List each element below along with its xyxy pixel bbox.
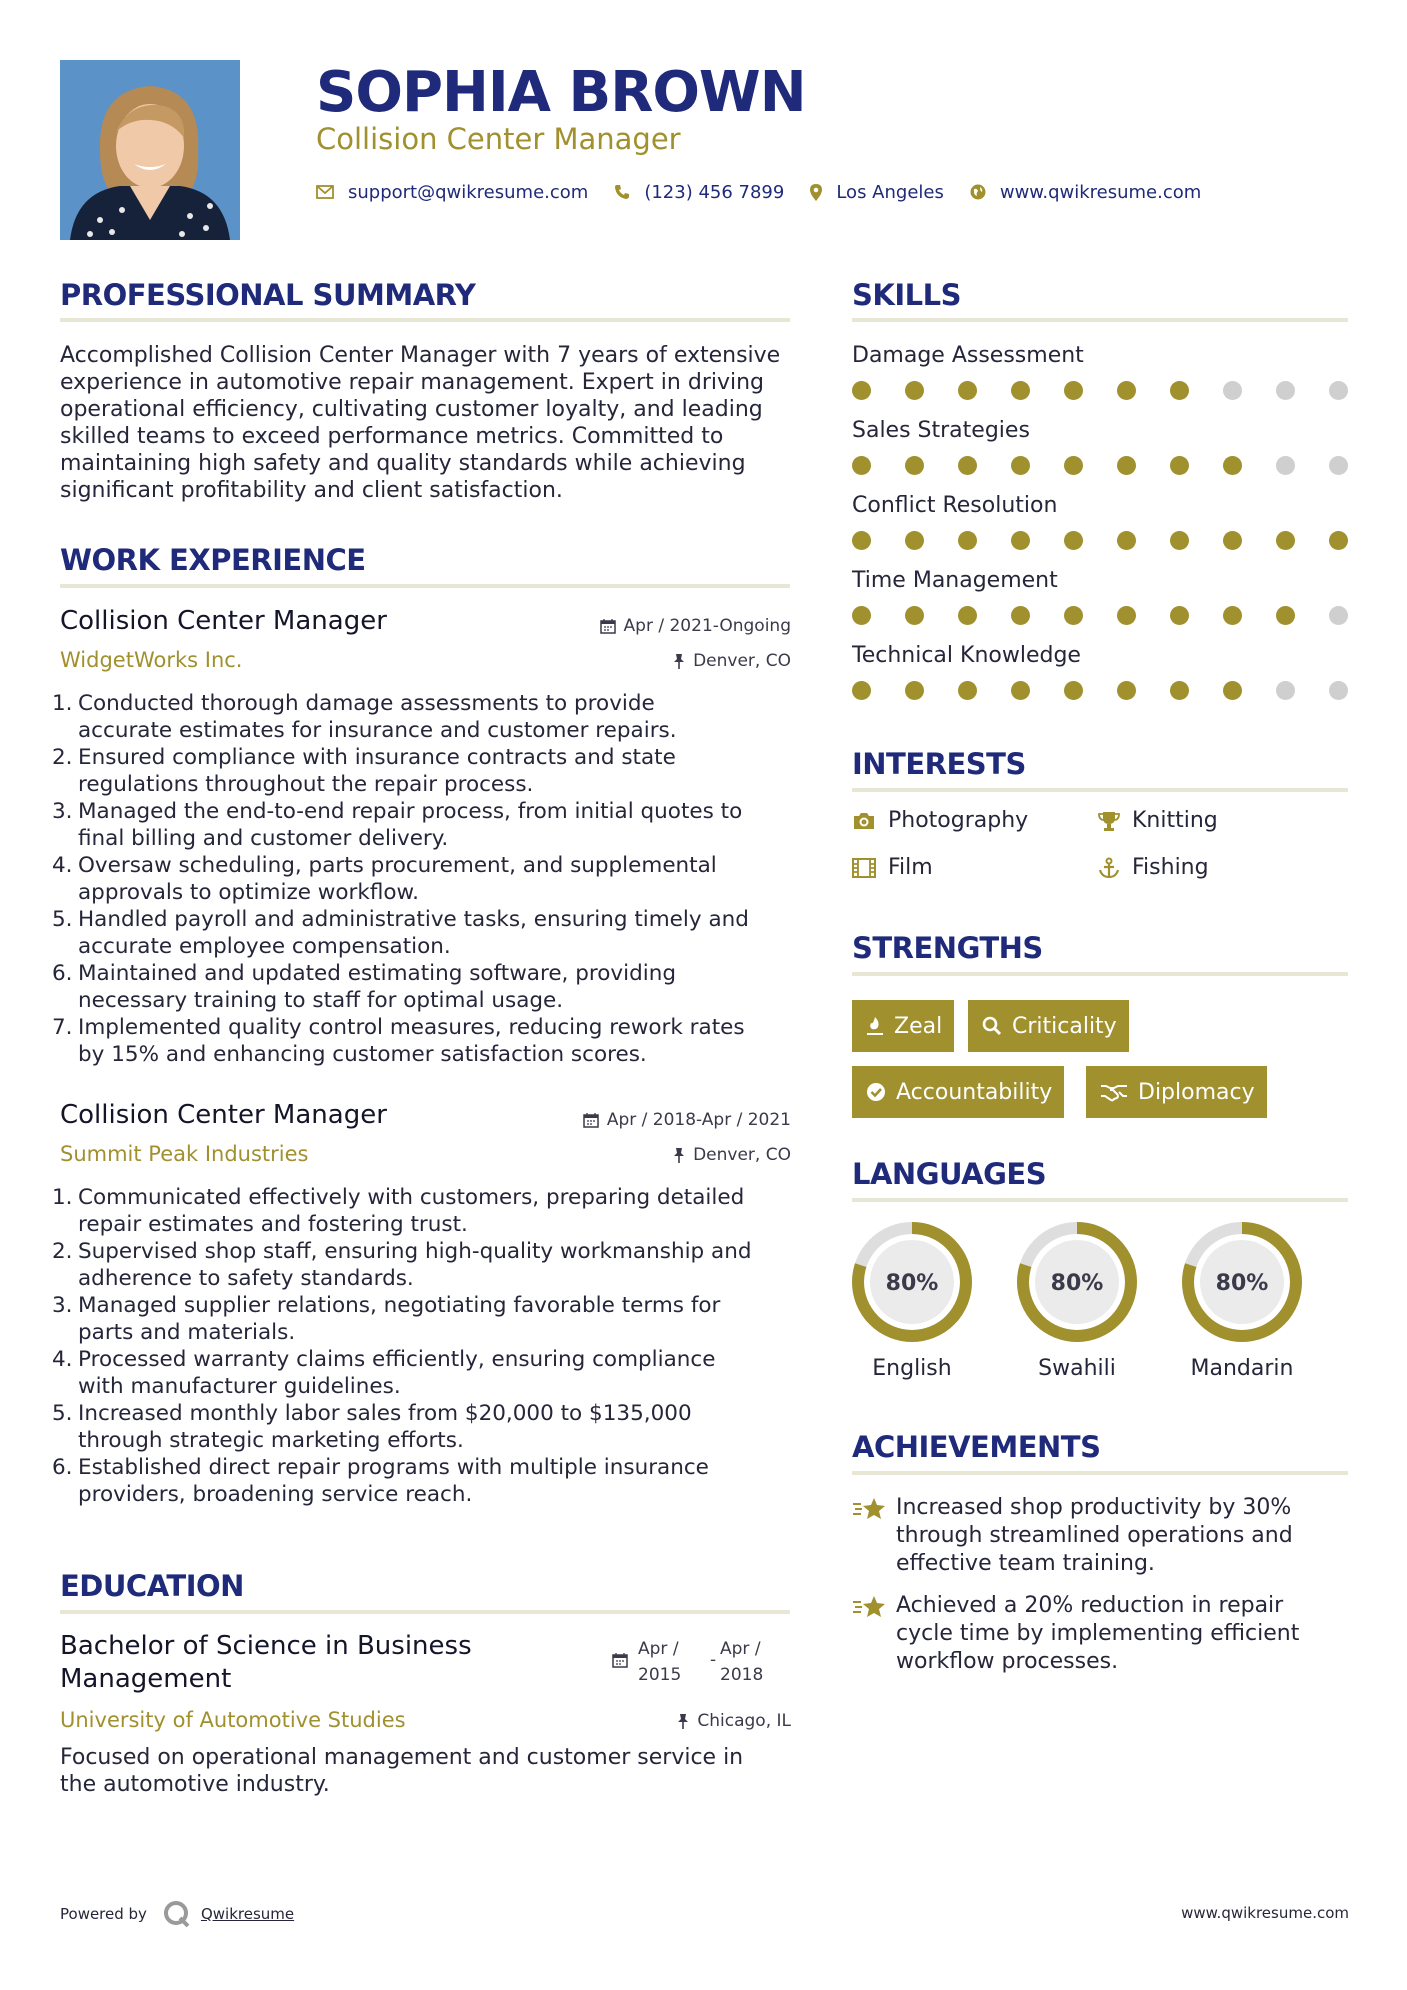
bullet-number: 2.	[52, 745, 73, 770]
job-bullets	[52, 1184, 802, 1508]
strengths-heading: STRENGTHS	[852, 931, 1043, 965]
pushpin-icon	[673, 1147, 685, 1163]
language-name: English	[872, 1356, 952, 1381]
calendar-icon	[583, 1112, 599, 1128]
experience-divider	[60, 584, 790, 588]
bullet-line: Managed the end-to-end repair process, from initial quotes to	[78, 799, 743, 824]
skill-rating	[852, 381, 1348, 401]
bullet-line: accurate employee compensation.	[78, 934, 451, 959]
degree-title	[60, 1630, 472, 1696]
bullet-number: 5.	[52, 907, 73, 932]
date-line: Apr /	[720, 1639, 761, 1659]
rating-dot-filled	[905, 681, 924, 700]
bullet-line: Conducted thorough damage assessments to provide	[78, 691, 655, 716]
strength-tag	[968, 1000, 1129, 1052]
check-circle-icon	[866, 1082, 886, 1102]
interest-label: Fishing	[1132, 855, 1209, 880]
languages-heading: LANGUAGES	[852, 1157, 1047, 1191]
language-gauge	[850, 1220, 974, 1344]
bullet-line: Communicated effectively with customers, preparing detailed	[78, 1185, 745, 1210]
summary-text	[60, 342, 800, 504]
list-item	[52, 852, 802, 906]
date-separator: -	[710, 1650, 717, 1670]
pushpin-icon	[673, 653, 685, 669]
bullet-line: parts and materials.	[78, 1320, 296, 1345]
globe-icon	[970, 184, 986, 200]
flame-icon	[866, 1016, 884, 1036]
pushpin-icon	[677, 1713, 689, 1729]
date-line: 2015	[638, 1665, 682, 1685]
bullet-number: 1.	[52, 691, 73, 716]
bullet-line: regulations throughout the repair process.	[78, 772, 534, 797]
achievement-text	[896, 1494, 1336, 1578]
bullet-line: Ensured compliance with insurance contracts and state	[78, 745, 676, 770]
achievement-item	[852, 1592, 1352, 1682]
language-gauge	[1180, 1220, 1304, 1344]
search-icon	[982, 1016, 1002, 1036]
strength-tag	[852, 1000, 954, 1052]
interest-item	[852, 855, 933, 880]
rating-dot-empty	[1276, 456, 1295, 475]
experience-heading: WORK EXPERIENCE	[60, 543, 366, 577]
brand-link[interactable]: Qwikresume	[200, 1905, 295, 1923]
rating-dot-filled	[1170, 456, 1189, 475]
rating-dot-empty	[1276, 681, 1295, 700]
strength-label: Diplomacy	[1138, 1079, 1255, 1105]
rating-dot-filled	[1117, 606, 1136, 625]
bullet-line: Processed warranty claims efficiently, ensuring compliance	[78, 1347, 716, 1372]
skill-rating	[852, 531, 1348, 551]
job-location-text: Denver, CO	[693, 651, 791, 671]
school-name: University of Automotive Studies	[60, 1708, 406, 1732]
job-dates	[600, 616, 791, 636]
education-description	[60, 1744, 800, 1798]
bullet-line: with manufacturer guidelines.	[78, 1374, 401, 1399]
rating-dot-filled	[905, 456, 924, 475]
rating-dot-filled	[1223, 681, 1242, 700]
interest-item	[1098, 808, 1218, 833]
rating-dot-filled	[905, 381, 924, 400]
job-location-text: Denver, CO	[693, 1145, 791, 1165]
contact-phone[interactable]: (123) 456 7899	[644, 181, 785, 203]
strength-label: Zeal	[894, 1013, 943, 1039]
achievement-line: effective team training.	[896, 1551, 1155, 1576]
skill-name: Sales Strategies	[852, 418, 1030, 443]
list-item	[52, 1400, 802, 1454]
degree-line: Bachelor of Science in Business	[60, 1631, 472, 1661]
bullet-line: by 15% and enhancing customer satisfaction scores.	[78, 1042, 647, 1067]
languages-divider	[852, 1198, 1348, 1202]
bullet-number: 4.	[52, 853, 73, 878]
trophy-icon	[1098, 810, 1120, 832]
rating-dot-filled	[1170, 681, 1189, 700]
calendar-icon	[600, 618, 616, 634]
rating-dot-filled	[1011, 456, 1030, 475]
rating-dot-filled	[1276, 531, 1295, 550]
gauge-percent: 80%	[885, 1271, 939, 1296]
rating-dot-filled	[1329, 531, 1348, 550]
school-location	[677, 1711, 791, 1731]
bullet-number: 3.	[52, 799, 73, 824]
bullet-line: Handled payroll and administrative tasks, ensuring timely and	[78, 907, 749, 932]
education-heading: EDUCATION	[60, 1569, 244, 1603]
language-gauge	[1015, 1220, 1139, 1344]
shooting-star-icon	[852, 1496, 886, 1522]
bullet-number: 1.	[52, 1185, 73, 1210]
list-item	[52, 1238, 802, 1292]
location-pin-icon	[810, 184, 822, 201]
camera-icon	[852, 811, 876, 831]
gauge-percent: 80%	[1215, 1271, 1269, 1296]
achievement-item	[852, 1494, 1352, 1584]
achievement-line: through streamlined operations and	[896, 1523, 1293, 1548]
rating-dot-empty	[1276, 381, 1295, 400]
list-item	[52, 1014, 802, 1068]
shooting-star-icon	[852, 1594, 886, 1620]
job-company: WidgetWorks Inc.	[60, 648, 243, 672]
rating-dot-empty	[1329, 381, 1348, 400]
candidate-name: SOPHIA BROWN	[316, 60, 806, 125]
handshake-icon	[1100, 1082, 1128, 1102]
education-start-date	[638, 1636, 681, 1688]
list-item	[52, 906, 802, 960]
rating-dot-filled	[958, 531, 977, 550]
contact-row	[316, 180, 1227, 204]
education-desc-line: Focused on operational management and customer service in	[60, 1745, 744, 1770]
skill-rating	[852, 456, 1348, 476]
list-item	[52, 960, 802, 1014]
list-item	[52, 1346, 802, 1400]
rating-dot-filled	[1117, 531, 1136, 550]
job-title: Collision Center Manager	[60, 606, 387, 636]
rating-dot-filled	[958, 456, 977, 475]
skill-name: Damage Assessment	[852, 343, 1084, 368]
language-name: Swahili	[1038, 1356, 1116, 1381]
contact-email[interactable]: support@qwikresume.com	[348, 181, 589, 203]
rating-dot-filled	[905, 531, 924, 550]
rating-dot-filled	[1117, 456, 1136, 475]
bullet-number: 4.	[52, 1347, 73, 1372]
strengths-divider	[852, 972, 1348, 976]
rating-dot-filled	[852, 606, 871, 625]
interest-item	[852, 808, 1028, 833]
strength-tag	[1086, 1066, 1267, 1118]
profile-photo	[60, 60, 240, 240]
rating-dot-filled	[1011, 531, 1030, 550]
bullet-line: repair estimates and fostering trust.	[78, 1212, 468, 1237]
achievement-line: cycle time by implementing efficient	[896, 1621, 1300, 1646]
rating-dot-filled	[1064, 606, 1083, 625]
bullet-line: Supervised shop staff, ensuring high-quality workmanship and	[78, 1239, 752, 1264]
skills-divider	[852, 318, 1348, 322]
contact-location: Los Angeles	[836, 181, 944, 203]
bullet-line: providers, broadening service reach.	[78, 1482, 473, 1507]
bullet-line: accurate estimates for insurance and customer repairs.	[78, 718, 677, 743]
interest-label: Photography	[888, 808, 1029, 833]
school-location-text: Chicago, IL	[697, 1711, 791, 1731]
portrait-illustration	[60, 60, 240, 240]
bullet-number: 5.	[52, 1401, 73, 1426]
bullet-line: final billing and customer delivery.	[78, 826, 449, 851]
language-name: Mandarin	[1190, 1356, 1294, 1381]
rating-dot-filled	[1064, 531, 1083, 550]
bullet-number: 6.	[52, 1455, 73, 1480]
rating-dot-filled	[1011, 381, 1030, 400]
rating-dot-filled	[905, 606, 924, 625]
rating-dot-empty	[1329, 456, 1348, 475]
interests-divider	[852, 788, 1348, 792]
rating-dot-empty	[1329, 681, 1348, 700]
summary-divider	[60, 318, 790, 322]
rating-dot-filled	[852, 381, 871, 400]
summary-line: skilled teams to exceed performance metrics. Committed to	[60, 424, 724, 449]
rating-dot-filled	[1011, 606, 1030, 625]
rating-dot-filled	[852, 531, 871, 550]
rating-dot-filled	[1170, 606, 1189, 625]
anchor-icon	[1098, 857, 1120, 879]
rating-dot-filled	[1117, 681, 1136, 700]
rating-dot-filled	[1223, 531, 1242, 550]
footer-powered-by	[60, 1900, 294, 1928]
rating-dot-filled	[1064, 381, 1083, 400]
bullet-line: through strategic marketing efforts.	[78, 1428, 464, 1453]
calendar-icon	[612, 1652, 628, 1668]
rating-dot-empty	[1223, 381, 1242, 400]
rating-dot-filled	[1064, 456, 1083, 475]
list-item	[52, 744, 802, 798]
bullet-line: Maintained and updated estimating software, providing	[78, 961, 676, 986]
bullet-number: 2.	[52, 1239, 73, 1264]
qwikresume-logo-icon	[163, 1900, 191, 1928]
strength-label: Accountability	[896, 1079, 1053, 1105]
bullet-line: Increased monthly labor sales from $20,000 to $135,000	[78, 1401, 692, 1426]
skill-rating	[852, 606, 1348, 626]
rating-dot-filled	[1223, 606, 1242, 625]
rating-dot-empty	[1329, 606, 1348, 625]
job-dates-text: Apr / 2021-Ongoing	[623, 616, 791, 636]
education-desc-line: the automotive industry.	[60, 1772, 330, 1797]
interest-item	[1098, 855, 1209, 880]
powered-by-label: Powered by	[60, 1905, 147, 1923]
achievement-line: workflow processes.	[896, 1649, 1119, 1674]
contact-website[interactable]: www.qwikresume.com	[999, 181, 1202, 203]
rating-dot-filled	[1170, 531, 1189, 550]
strength-tag	[852, 1066, 1064, 1118]
rating-dot-filled	[852, 681, 871, 700]
summary-line: operational efficiency, cultivating customer loyalty, and leading	[60, 397, 763, 422]
rating-dot-filled	[852, 456, 871, 475]
skill-name: Time Management	[852, 568, 1058, 593]
summary-line: maintaining high safety and quality standards while achieving	[60, 451, 746, 476]
interest-label: Knitting	[1132, 808, 1218, 833]
bullet-number: 3.	[52, 1293, 73, 1318]
achievement-line: Achieved a 20% reduction in repair	[896, 1593, 1284, 1618]
list-item	[52, 1454, 802, 1508]
education-end-date	[720, 1636, 763, 1688]
bullet-line: necessary training to staff for optimal usage.	[78, 988, 564, 1013]
strength-label: Criticality	[1012, 1013, 1117, 1039]
skill-name: Technical Knowledge	[852, 643, 1081, 668]
gauge-percent: 80%	[1050, 1271, 1104, 1296]
achievement-text	[896, 1592, 1336, 1676]
job-dates-text: Apr / 2018-Apr / 2021	[606, 1110, 791, 1130]
bullet-number: 7.	[52, 1015, 73, 1040]
skill-name: Conflict Resolution	[852, 493, 1058, 518]
rating-dot-filled	[1276, 606, 1295, 625]
rating-dot-filled	[1011, 681, 1030, 700]
bullet-line: approvals to optimize workflow.	[78, 880, 419, 905]
achievement-line: Increased shop productivity by 30%	[896, 1495, 1292, 1520]
summary-line: experience in automotive repair management. Expert in driving	[60, 370, 765, 395]
list-item	[52, 798, 802, 852]
bullet-line: Oversaw scheduling, parts procurement, and supplemental	[78, 853, 717, 878]
bullet-line: Established direct repair programs with multiple insurance	[78, 1455, 709, 1480]
achievements-divider	[852, 1471, 1348, 1475]
email-icon	[316, 185, 334, 199]
bullet-line: adherence to safety standards.	[78, 1266, 414, 1291]
job-location	[673, 1145, 791, 1165]
rating-dot-filled	[958, 381, 977, 400]
rating-dot-filled	[1064, 681, 1083, 700]
list-item	[52, 690, 802, 744]
education-divider	[60, 1610, 790, 1614]
job-company: Summit Peak Industries	[60, 1142, 309, 1166]
bullet-number: 6.	[52, 961, 73, 986]
skills-heading: SKILLS	[852, 278, 961, 312]
summary-heading: PROFESSIONAL SUMMARY	[60, 278, 476, 312]
job-location	[673, 651, 791, 671]
achievements-heading: ACHIEVEMENTS	[852, 1430, 1101, 1464]
phone-icon	[614, 184, 630, 200]
interests-heading: INTERESTS	[852, 747, 1026, 781]
rating-dot-filled	[1117, 381, 1136, 400]
candidate-title: Collision Center Manager	[316, 122, 681, 156]
list-item	[52, 1184, 802, 1238]
bullet-line: Managed supplier relations, negotiating favorable terms for	[78, 1293, 721, 1318]
rating-dot-filled	[1170, 381, 1189, 400]
date-line: 2018	[720, 1665, 764, 1685]
job-dates	[583, 1110, 791, 1130]
rating-dot-filled	[958, 681, 977, 700]
summary-line: significant profitability and client satisfaction.	[60, 478, 563, 503]
footer-website[interactable]: www.qwikresume.com	[1181, 1904, 1349, 1922]
rating-dot-filled	[958, 606, 977, 625]
film-icon	[852, 858, 876, 878]
interest-label: Film	[888, 855, 933, 880]
summary-line: Accomplished Collision Center Manager with 7 years of extensive	[60, 343, 781, 368]
job-bullets	[52, 690, 802, 1068]
date-line: Apr /	[638, 1639, 679, 1659]
bullet-line: Implemented quality control measures, reducing rework rates	[78, 1015, 745, 1040]
job-title: Collision Center Manager	[60, 1100, 387, 1130]
list-item	[52, 1292, 802, 1346]
degree-line: Management	[60, 1664, 232, 1694]
skill-rating	[852, 681, 1348, 701]
rating-dot-filled	[1223, 456, 1242, 475]
